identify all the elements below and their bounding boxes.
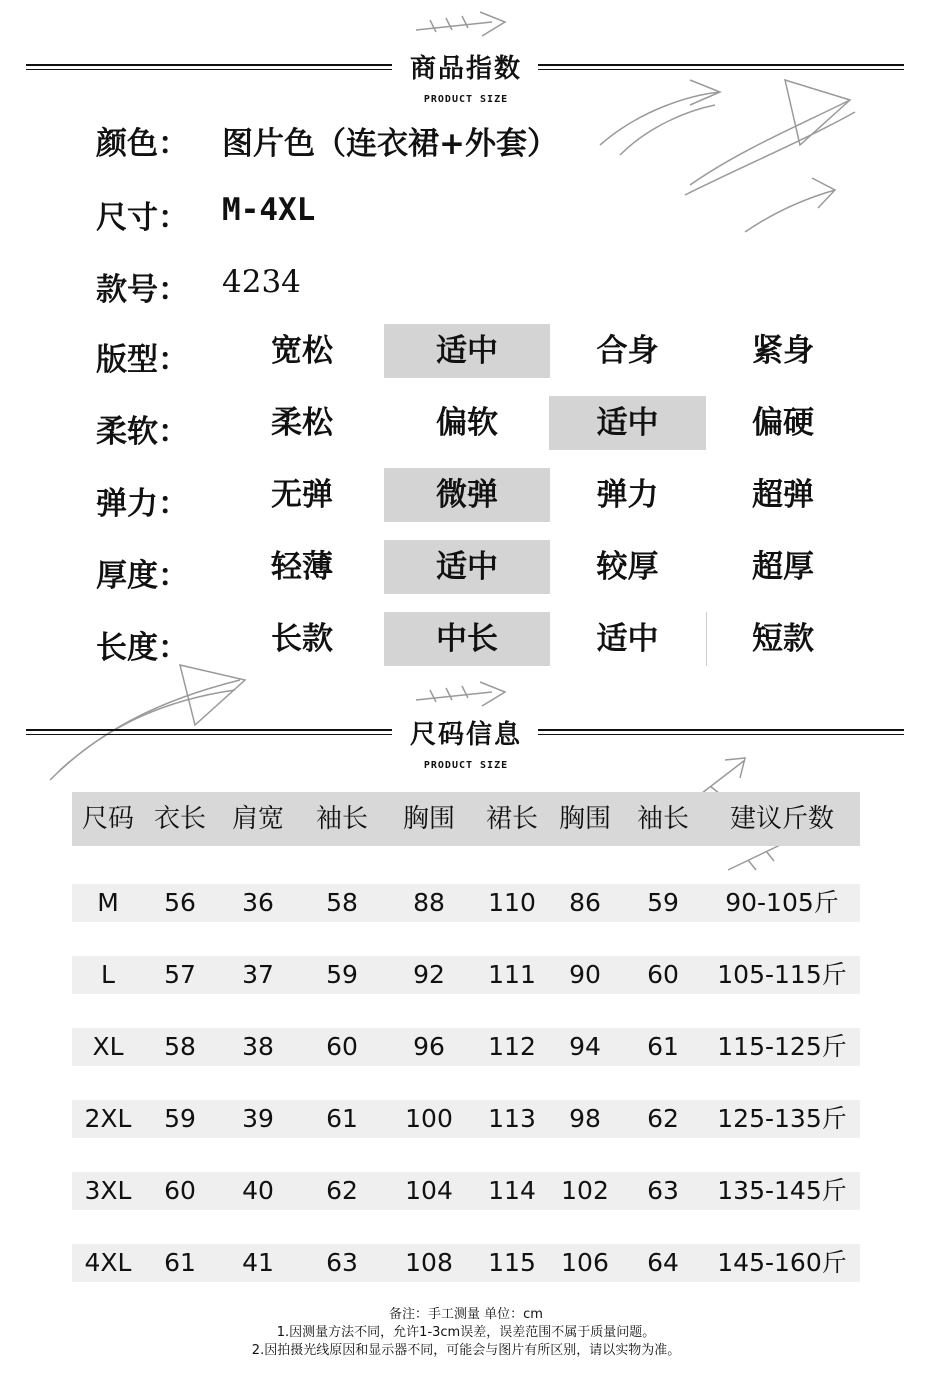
attribute-option: 轻薄	[271, 549, 333, 585]
size-label: 尺寸：	[96, 200, 189, 236]
table-cell: 37	[242, 960, 274, 989]
table-header-cell: 胸围	[402, 804, 456, 834]
table-header-cell: 尺码	[81, 804, 135, 834]
attribute-label: 厚度：	[96, 558, 189, 594]
table-header-cell: 衣长	[153, 804, 207, 834]
attribute-label: 版型：	[96, 342, 189, 378]
table-row	[72, 1172, 860, 1210]
note-line-3: 2.因拍摄光线原因和显示器不同，可能会与图片有所区别，请以实物为准。	[251, 1343, 681, 1358]
table-header-cell: 肩宽	[231, 804, 285, 834]
table-cell: 115	[488, 1248, 536, 1277]
table-cell: 39	[242, 1104, 274, 1133]
attribute-option: 宽松	[271, 333, 333, 369]
table-cell: 113	[488, 1104, 536, 1133]
table-cell: 63	[647, 1176, 679, 1205]
table-cell: 61	[647, 1032, 679, 1061]
note-line-2: 1.因测量方法不同，允许1-3cm误差，误差范围不属于质量问题。	[276, 1325, 656, 1340]
style-number-label: 款号：	[96, 272, 189, 308]
table-cell: 58	[326, 888, 358, 917]
table-cell: 135-145斤	[717, 1176, 847, 1205]
size-info-title: 尺码信息	[409, 720, 522, 750]
attribute-option: 适中	[596, 621, 659, 657]
style-number-value: 4234	[222, 264, 301, 300]
size-table	[72, 792, 860, 1282]
table-cell: 60	[647, 960, 679, 989]
table-cell: 64	[647, 1248, 679, 1277]
table-cell: 111	[488, 960, 536, 989]
attribute-option: 偏硬	[752, 405, 814, 441]
table-row	[72, 956, 860, 994]
table-cell: 86	[569, 888, 601, 917]
table-cell: 60	[326, 1032, 358, 1061]
table-cell: 105-115斤	[717, 960, 847, 989]
attribute-option: 长款	[271, 621, 333, 657]
table-header-cell: 袖长	[636, 804, 690, 834]
table-header-cell: 胸围	[558, 804, 612, 834]
table-cell: 110	[488, 888, 536, 917]
table-cell: M	[97, 888, 119, 917]
attribute-option: 无弹	[271, 477, 333, 513]
table-cell: 58	[164, 1032, 196, 1061]
attribute-option-selected: 中长	[384, 612, 550, 666]
attribute-option: 弹力	[596, 477, 659, 513]
table-cell: 36	[242, 888, 274, 917]
table-cell: 2XL	[84, 1104, 132, 1133]
table-cell: 104	[405, 1176, 453, 1205]
attribute-option-selected: 微弹	[384, 468, 550, 522]
table-cell: 59	[326, 960, 358, 989]
attribute-option: 超厚	[752, 549, 814, 585]
table-cell: 114	[488, 1176, 536, 1205]
table-cell: 57	[164, 960, 196, 989]
table-cell: 106	[561, 1248, 609, 1277]
table-row	[72, 1100, 860, 1138]
column-divider	[706, 612, 707, 666]
table-header-cell: 建议斤数	[729, 804, 835, 834]
table-cell: 102	[561, 1176, 609, 1205]
table-cell: 61	[164, 1248, 196, 1277]
table-cell: 40	[242, 1176, 274, 1205]
table-cell: 90-105斤	[725, 888, 839, 917]
note-line-1: 备注：手工测量 单位：cm	[389, 1307, 543, 1322]
table-cell: 38	[242, 1032, 274, 1061]
attribute-option: 偏软	[436, 405, 498, 441]
table-cell: 112	[488, 1032, 536, 1061]
attribute-option: 短款	[752, 621, 814, 657]
color-value: 图片色（连衣裙+外套）	[222, 126, 558, 162]
table-cell: 63	[326, 1248, 358, 1277]
size-info-subtitle: PRODUCT SIZE	[423, 760, 509, 771]
attribute-option-selected: 适中	[384, 540, 550, 594]
table-row	[72, 884, 860, 922]
table-header	[72, 792, 860, 846]
table-cell: 62	[326, 1176, 358, 1205]
table-cell: 98	[569, 1104, 601, 1133]
table-cell: 108	[405, 1248, 453, 1277]
table-cell: 115-125斤	[717, 1032, 847, 1061]
table-cell: 62	[647, 1104, 679, 1133]
attribute-label: 长度：	[96, 630, 189, 666]
color-label: 颜色：	[96, 126, 189, 162]
table-cell: 59	[164, 1104, 196, 1133]
size-value: M-4XL	[222, 192, 316, 228]
attribute-label: 弹力：	[96, 486, 189, 522]
table-row	[72, 1028, 860, 1066]
table-cell: 3XL	[84, 1176, 132, 1205]
table-cell: 41	[242, 1248, 274, 1277]
table-cell: 56	[164, 888, 196, 917]
table-cell: 61	[326, 1104, 358, 1133]
table-row	[72, 1244, 860, 1282]
table-cell: 90	[569, 960, 601, 989]
table-cell: 94	[569, 1032, 601, 1061]
table-cell: 88	[413, 888, 445, 917]
attribute-option-selected: 适中	[384, 324, 550, 378]
table-cell: 92	[413, 960, 445, 989]
attribute-label: 柔软：	[96, 414, 189, 450]
table-cell: L	[101, 960, 115, 989]
table-cell: 145-160斤	[717, 1248, 847, 1277]
table-cell: 100	[405, 1104, 453, 1133]
attribute-option: 较厚	[596, 549, 659, 585]
attribute-option-selected: 适中	[549, 396, 706, 450]
table-cell: 60	[164, 1176, 196, 1205]
product-index-title: 商品指数	[409, 54, 522, 84]
attribute-option: 合身	[596, 333, 659, 369]
table-cell: XL	[92, 1032, 124, 1061]
table-header-cell: 袖长	[315, 804, 369, 834]
table-cell: 96	[413, 1032, 445, 1061]
table-cell: 125-135斤	[717, 1104, 847, 1133]
attribute-option: 紧身	[752, 333, 814, 369]
product-index-subtitle: PRODUCT SIZE	[423, 94, 509, 105]
table-header-cell: 裙长	[485, 804, 539, 834]
attribute-option: 超弹	[752, 477, 814, 513]
table-cell: 4XL	[84, 1248, 132, 1277]
attribute-option: 柔松	[271, 405, 333, 441]
table-cell: 59	[647, 888, 679, 917]
